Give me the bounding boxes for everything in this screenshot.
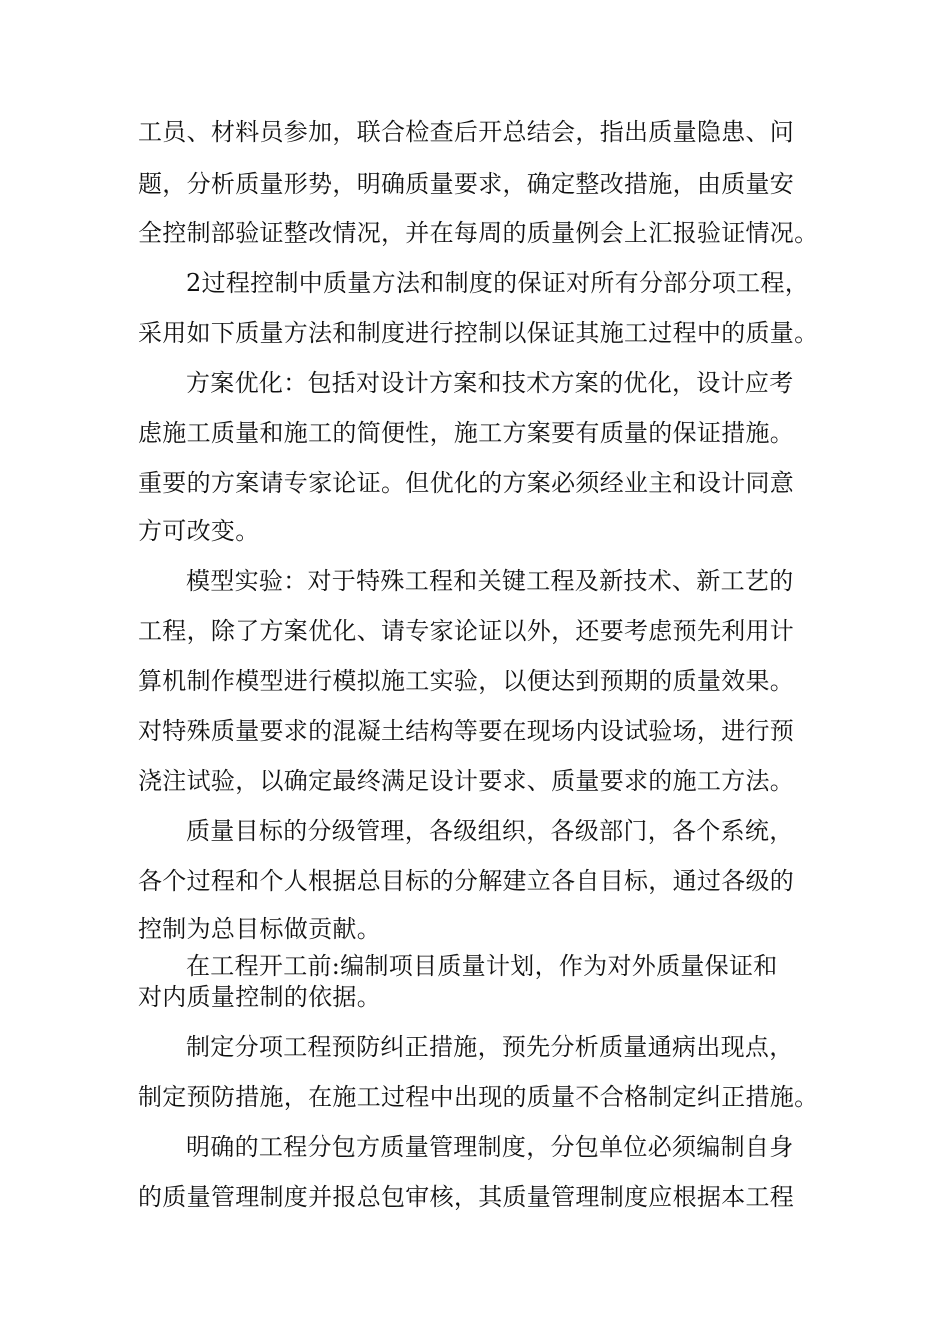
text-line: 制定预防措施，在施工过程中出现的质量不合格制定纠正措施。 — [138, 1083, 819, 1111]
paragraph-first-line: 明确的工程分包方质量管理制度，分包单位必须编制自身 — [186, 1133, 794, 1161]
text-line: 对内质量控制的依据。 — [138, 983, 381, 1011]
paragraph-first-line: 方案优化：包括对设计方案和技术方案的优化，设计应考 — [186, 369, 794, 397]
paragraph-first-line: 制定分项工程预防纠正措施，预先分析质量通病出现点， — [186, 1033, 794, 1061]
text-line: 题，分析质量形势，明确质量要求，确定整改措施，由质量安 — [138, 170, 795, 198]
text-line: 工员、材料员参加，联合检查后开总结会，指出质量隐患、问 — [138, 118, 795, 146]
text-line: 的质量管理制度并报总包审核，其质量管理制度应根据本工程 — [138, 1183, 795, 1211]
paragraph-first-line: 2过程控制中质量方法和制度的保证对所有分部分项工程， — [186, 269, 810, 297]
text-line: 对特殊质量要求的混凝土结构等要在现场内设试验场，进行预 — [138, 717, 795, 745]
text-line: 采用如下质量方法和制度进行控制以保证其施工过程中的质量。 — [138, 319, 819, 347]
paragraph-first-line: 模型实验：对于特殊工程和关键工程及新技术、新工艺的 — [186, 567, 794, 595]
paragraph-first-line: 在工程开工前:编制项目质量计划，作为对外质量保证和 — [186, 952, 778, 980]
paragraph-first-line: 质量目标的分级管理，各级组织，各级部门，各个系统， — [186, 817, 794, 845]
text-line: 虑施工质量和施工的简便性，施工方案要有质量的保证措施。 — [138, 419, 795, 447]
text-line: 浇注试验，以确定最终满足设计要求、质量要求的施工方法。 — [138, 767, 795, 795]
text-line: 算机制作模型进行模拟施工实验，以便达到预期的质量效果。 — [138, 667, 795, 695]
text-line: 全控制部验证整改情况，并在每周的质量例会上汇报验证情况。 — [138, 219, 819, 247]
text-line: 方可改变。 — [138, 517, 260, 545]
text-line: 重要的方案请专家论证。但优化的方案必须经业主和设计同意 — [138, 469, 795, 497]
text-line: 各个过程和个人根据总目标的分解建立各自目标，通过各级的 — [138, 867, 795, 895]
text-line: 工程，除了方案优化、请专家论证以外，还要考虑预先利用计 — [138, 617, 795, 645]
text-line: 控制为总目标做贡献。 — [138, 915, 381, 943]
